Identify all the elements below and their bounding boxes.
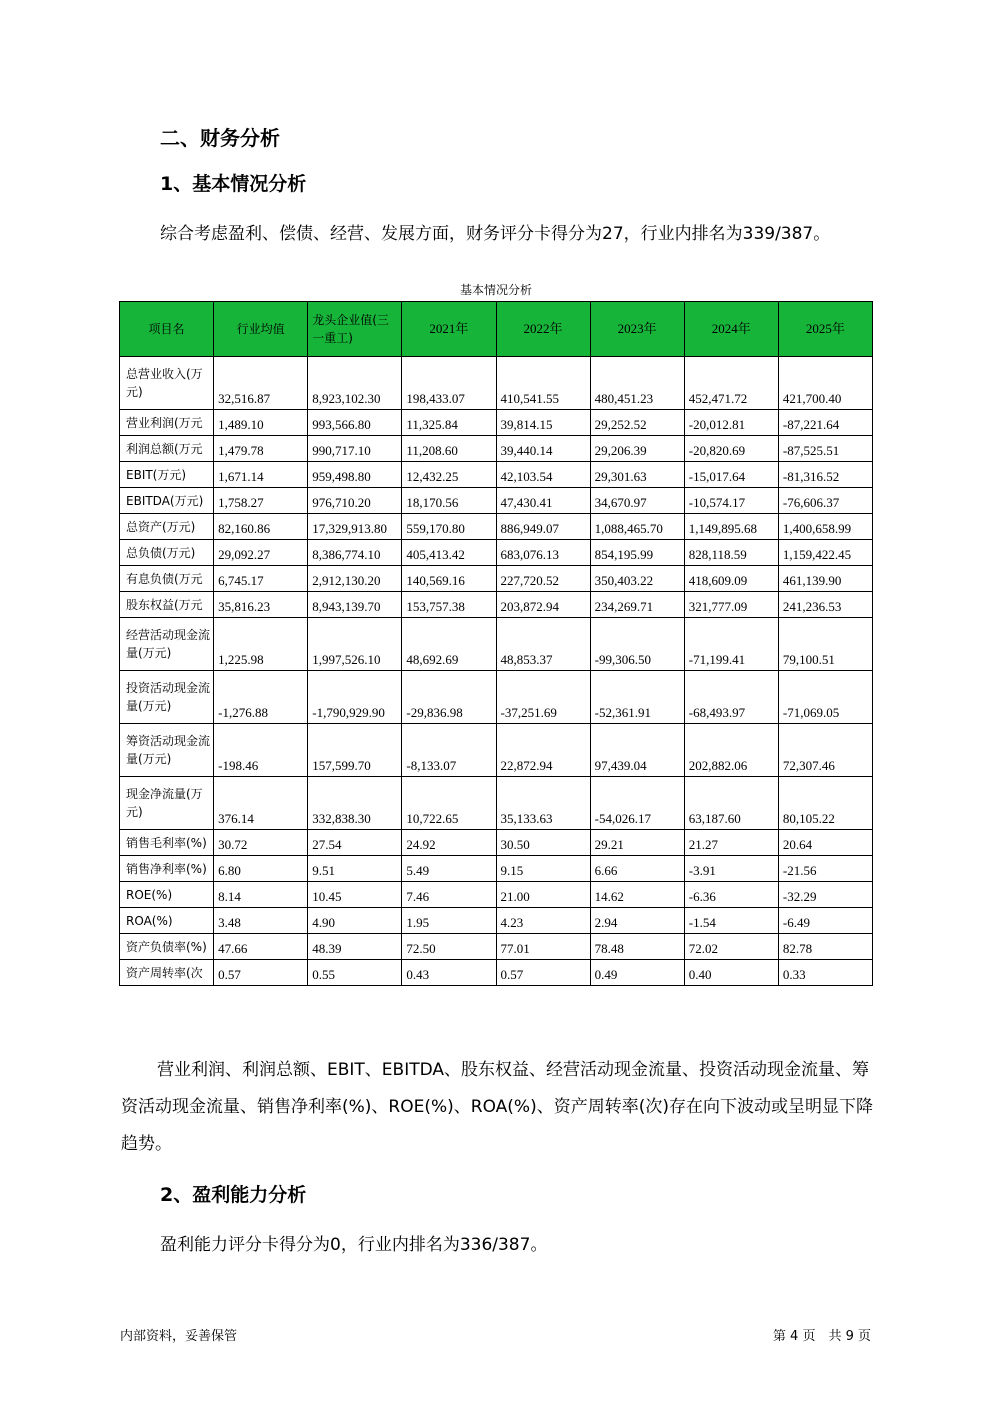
table-row (120, 934, 873, 960)
table-cell: 990,717.10 (308, 436, 402, 462)
table-row (120, 462, 873, 488)
table-cell: 4.23 (496, 908, 590, 934)
table-cell: 1,225.98 (214, 618, 308, 671)
table-cell: 421,700.40 (778, 357, 872, 410)
table-cell: 47.66 (214, 934, 308, 960)
table-cell: 241,236.53 (778, 592, 872, 618)
table-cell: 42,103.54 (496, 462, 590, 488)
table-cell: 410,541.55 (496, 357, 590, 410)
row-label: 股东权益(万元 (120, 592, 214, 618)
table-cell: -8,133.07 (402, 724, 496, 777)
table-cell: 10.45 (308, 882, 402, 908)
row-label: 资产周转率(次 (120, 960, 214, 986)
table-cell: 0.33 (778, 960, 872, 986)
table-cell: 0.57 (496, 960, 590, 986)
table-cell: 78.48 (590, 934, 684, 960)
table-cell: 80,105.22 (778, 777, 872, 830)
profit-text: 盈利能力评分卡得分为0，行业内排名为336/387。 (160, 1235, 548, 1255)
table-cell: 34,670.97 (590, 488, 684, 514)
table-cell: 79,100.51 (778, 618, 872, 671)
table-cell: 48,692.69 (402, 618, 496, 671)
table-cell: 35,816.23 (214, 592, 308, 618)
table-row (120, 436, 873, 462)
table-cell: 30.50 (496, 830, 590, 856)
table-cell: 8,386,774.10 (308, 540, 402, 566)
table-cell: 0.49 (590, 960, 684, 986)
table-cell: 9.15 (496, 856, 590, 882)
table-cell: 3.48 (214, 908, 308, 934)
row-label: 有息负债(万元 (120, 566, 214, 592)
row-label: 营业利润(万元 (120, 410, 214, 436)
table-cell: 21.00 (496, 882, 590, 908)
table-cell: 0.43 (402, 960, 496, 986)
table-cell: -37,251.69 (496, 671, 590, 724)
table-cell: 63,187.60 (684, 777, 778, 830)
table-cell: -71,199.41 (684, 618, 778, 671)
table-cell: 14.62 (590, 882, 684, 908)
table-cell: 72.50 (402, 934, 496, 960)
table-cell: 9.51 (308, 856, 402, 882)
table-row (120, 724, 873, 777)
table-cell: 39,814.15 (496, 410, 590, 436)
table-cell: 140,569.16 (402, 566, 496, 592)
row-label: EBITDA(万元) (120, 488, 214, 514)
table-cell: 35,133.63 (496, 777, 590, 830)
row-label: 总资产(万元) (120, 514, 214, 540)
table-cell: 82,160.86 (214, 514, 308, 540)
table-cell: 29,206.39 (590, 436, 684, 462)
table-cell: 82.78 (778, 934, 872, 960)
table-cell: 12,432.25 (402, 462, 496, 488)
table-cell: 72.02 (684, 934, 778, 960)
table-cell: 29,092.27 (214, 540, 308, 566)
header-item-name: 项目名 (120, 302, 214, 357)
table-cell: 376.14 (214, 777, 308, 830)
table-cell: -6.36 (684, 882, 778, 908)
table-cell: 1,489.10 (214, 410, 308, 436)
row-label: ROE(%) (120, 882, 214, 908)
table-cell: 959,498.80 (308, 462, 402, 488)
table-cell: 17,329,913.80 (308, 514, 402, 540)
table-cell: 227,720.52 (496, 566, 590, 592)
table-cell: 332,838.30 (308, 777, 402, 830)
table-cell: 418,609.09 (684, 566, 778, 592)
table-cell: 97,439.04 (590, 724, 684, 777)
table-cell: -21.56 (778, 856, 872, 882)
table-cell: 854,195.99 (590, 540, 684, 566)
table-cell: 7.46 (402, 882, 496, 908)
table-cell: 5.49 (402, 856, 496, 882)
table-row (120, 856, 873, 882)
table-cell: 993,566.80 (308, 410, 402, 436)
table-cell: 1,671.14 (214, 462, 308, 488)
table-cell: 11,208.60 (402, 436, 496, 462)
row-label: EBIT(万元) (120, 462, 214, 488)
table-row (120, 671, 873, 724)
table-cell: -29,836.98 (402, 671, 496, 724)
table-cell: -52,361.91 (590, 671, 684, 724)
table-cell: -99,306.50 (590, 618, 684, 671)
table-cell: 8,923,102.30 (308, 357, 402, 410)
table-cell: -198.46 (214, 724, 308, 777)
table-cell: 828,118.59 (684, 540, 778, 566)
header-industry-avg: 行业均值 (214, 302, 308, 357)
table-cell: 29,252.52 (590, 410, 684, 436)
row-label: 总负债(万元) (120, 540, 214, 566)
sub2-title: 2、盈利能力分析 (160, 1184, 307, 1206)
header-leader: 龙头企业值(三一重工) (308, 302, 402, 357)
intro-text: 综合考虑盈利、偿债、经营、发展方面，财务评分卡得分为27，行业内排名为339/387。 (160, 224, 831, 244)
table-cell: -15,017.64 (684, 462, 778, 488)
table-cell: 157,599.70 (308, 724, 402, 777)
table-cell: -32.29 (778, 882, 872, 908)
table-cell: 350,403.22 (590, 566, 684, 592)
table-cell: -20,820.69 (684, 436, 778, 462)
table-row (120, 540, 873, 566)
row-label: 销售净利率(%) (120, 856, 214, 882)
table-cell: 1,400,658.99 (778, 514, 872, 540)
header-year-2022: 2022年 (496, 302, 590, 357)
row-label: 利润总额(万元 (120, 436, 214, 462)
table-cell: 8.14 (214, 882, 308, 908)
table-row (120, 357, 873, 410)
table-cell: -81,316.52 (778, 462, 872, 488)
summary-body: 营业利润、利润总额、EBIT、EBITDA、股东权益、经营活动现金流量、投资活动现金流量、筹资活动现金流量、销售净利率(%)、ROE(%)、ROA(%)、资产周转率(次)存在向下波动或呈明显下降趋势。 (121, 1060, 873, 1154)
row-label: ROA(%) (120, 908, 214, 934)
row-label: 资产负债率(%) (120, 934, 214, 960)
table-cell: 886,949.07 (496, 514, 590, 540)
table-cell: 29.21 (590, 830, 684, 856)
table-cell: 1,997,526.10 (308, 618, 402, 671)
table-cell: 72,307.46 (778, 724, 872, 777)
table-cell: 20.64 (778, 830, 872, 856)
table-cell: 452,471.72 (684, 357, 778, 410)
row-label: 经营活动现金流量(万元) (120, 618, 214, 671)
table-row (120, 410, 873, 436)
table-cell: 21.27 (684, 830, 778, 856)
table-cell: 30.72 (214, 830, 308, 856)
table-cell: 2,912,130.20 (308, 566, 402, 592)
table-cell: -1,790,929.90 (308, 671, 402, 724)
summary-text (121, 1052, 873, 1163)
table-cell: 480,451.23 (590, 357, 684, 410)
table-cell: 1.95 (402, 908, 496, 934)
table-cell: 976,710.20 (308, 488, 402, 514)
table-cell: 234,269.71 (590, 592, 684, 618)
table-cell: 1,758.27 (214, 488, 308, 514)
table-cell: -20,012.81 (684, 410, 778, 436)
table-cell: -3.91 (684, 856, 778, 882)
table-row (120, 908, 873, 934)
table-cell: 11,325.84 (402, 410, 496, 436)
table-cell: 29,301.63 (590, 462, 684, 488)
sub1-title: 1、基本情况分析 (160, 173, 307, 195)
table-cell: 683,076.13 (496, 540, 590, 566)
row-label: 投资活动现金流量(万元) (120, 671, 214, 724)
row-label: 销售毛利率(%) (120, 830, 214, 856)
table-row (120, 830, 873, 856)
table-cell: 2.94 (590, 908, 684, 934)
table-cell: 0.40 (684, 960, 778, 986)
table-cell: 559,170.80 (402, 514, 496, 540)
table-row (120, 514, 873, 540)
table-cell: 22,872.94 (496, 724, 590, 777)
table-header-row (120, 302, 873, 357)
table-cell: -1,276.88 (214, 671, 308, 724)
table-cell: 203,872.94 (496, 592, 590, 618)
table-row (120, 618, 873, 671)
table-cell: -87,221.64 (778, 410, 872, 436)
header-year-2021: 2021年 (402, 302, 496, 357)
table-row (120, 592, 873, 618)
header-year-2025: 2025年 (778, 302, 872, 357)
table-row (120, 488, 873, 514)
table-cell: 77.01 (496, 934, 590, 960)
table-row (120, 566, 873, 592)
table-cell: -54,026.17 (590, 777, 684, 830)
table-cell: 8,943,139.70 (308, 592, 402, 618)
table-cell: 18,170.56 (402, 488, 496, 514)
table-cell: -10,574.17 (684, 488, 778, 514)
table-cell: 48.39 (308, 934, 402, 960)
table-cell: 405,413.42 (402, 540, 496, 566)
table-cell: 0.57 (214, 960, 308, 986)
table-cell: 0.55 (308, 960, 402, 986)
table-cell: 1,479.78 (214, 436, 308, 462)
table-cell: -71,069.05 (778, 671, 872, 724)
table-cell: 27.54 (308, 830, 402, 856)
table-caption: 基本情况分析 (459, 283, 532, 297)
table-cell: 6,745.17 (214, 566, 308, 592)
header-year-2024: 2024年 (684, 302, 778, 357)
table-cell: 10,722.65 (402, 777, 496, 830)
table-cell: 461,139.90 (778, 566, 872, 592)
table-cell: 47,430.41 (496, 488, 590, 514)
table-cell: 1,149,895.68 (684, 514, 778, 540)
table-cell: 39,440.14 (496, 436, 590, 462)
table-cell: -76,606.37 (778, 488, 872, 514)
table-cell: 48,853.37 (496, 618, 590, 671)
table-cell: -6.49 (778, 908, 872, 934)
footer-left: 内部资料，妥善保管 (120, 1329, 238, 1344)
table-cell: 6.80 (214, 856, 308, 882)
table-row (120, 882, 873, 908)
row-label: 总营业收入(万元) (120, 357, 214, 410)
table-cell: -87,525.51 (778, 436, 872, 462)
table-cell: 202,882.06 (684, 724, 778, 777)
table-cell: 198,433.07 (402, 357, 496, 410)
table-cell: 1,159,422.45 (778, 540, 872, 566)
table-cell: 153,757.38 (402, 592, 496, 618)
table-cell: 1,088,465.70 (590, 514, 684, 540)
table-cell: 321,777.09 (684, 592, 778, 618)
section-title: 二、财务分析 (160, 126, 280, 150)
footer-right: 第 4 页 共 9 页 (772, 1329, 871, 1344)
table-cell: 6.66 (590, 856, 684, 882)
table-cell: 24.92 (402, 830, 496, 856)
table-cell: 4.90 (308, 908, 402, 934)
table-cell: 32,516.87 (214, 357, 308, 410)
table-row (120, 777, 873, 830)
table-row (120, 960, 873, 986)
header-year-2023: 2023年 (590, 302, 684, 357)
row-label: 筹资活动现金流量(万元) (120, 724, 214, 777)
table-cell: -68,493.97 (684, 671, 778, 724)
financial-table (119, 301, 873, 986)
row-label: 现金净流量(万元) (120, 777, 214, 830)
table-cell: -1.54 (684, 908, 778, 934)
